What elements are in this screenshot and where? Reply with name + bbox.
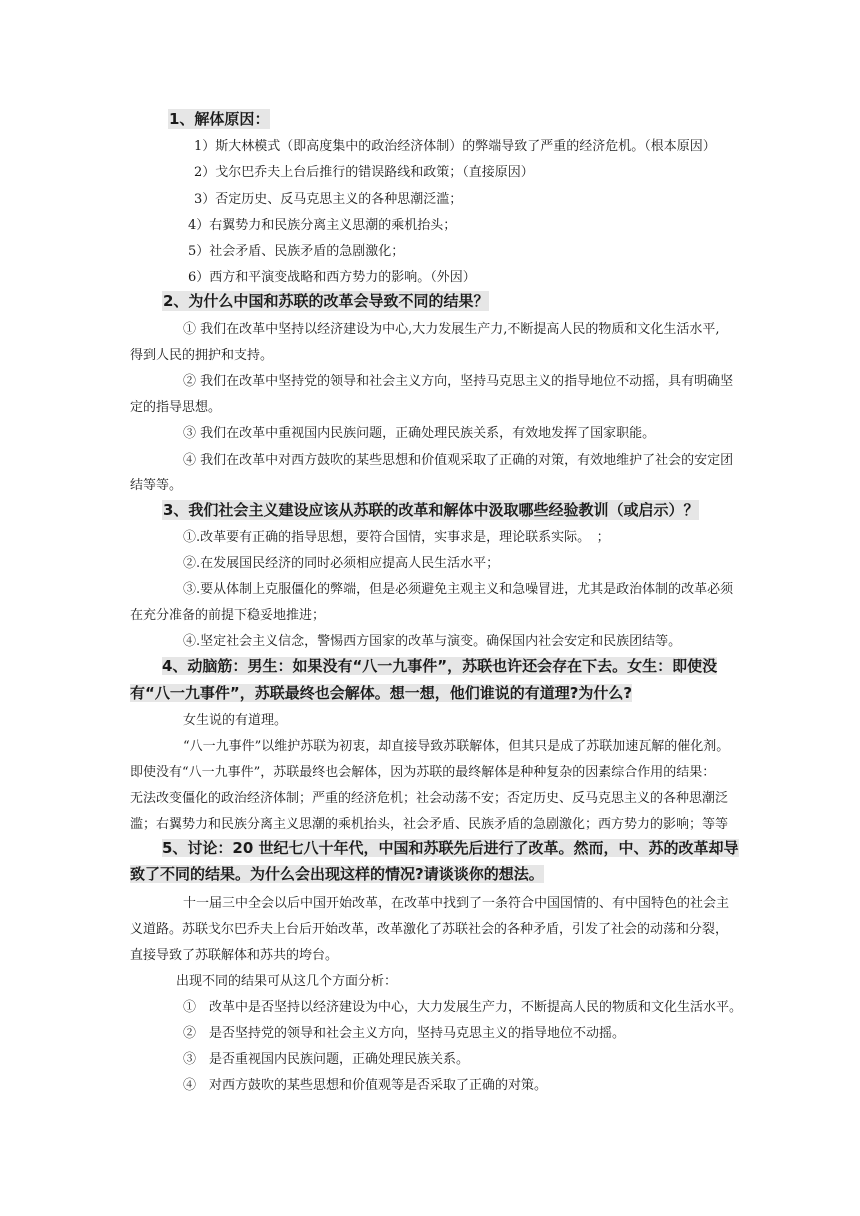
- section-3-paragraph: ④.坚定社会主义信念，警惕西方国家的改革与演变。确保国内社会安定和民族团结等。: [183, 634, 682, 649]
- section-2-paragraph: 结等等。: [130, 478, 183, 493]
- section-1-item: 5）社会矛盾、民族矛盾的急剧激化；: [188, 244, 405, 259]
- section-5-point: ③ 是否重视国内民族问题，正确处理民族关系。: [183, 1052, 470, 1067]
- section-2-paragraph: 定的指导思想。: [130, 400, 222, 415]
- section-5-point: ① 改革中是否坚持以经济建设为中心，大力发展生产力，不断提高人民的物质和文化生活水平。: [183, 1000, 743, 1015]
- section-2-paragraph: ③ 我们在改革中重视国内民族问题，正确处理民族关系，有效地发挥了国家职能。: [183, 426, 656, 441]
- section-1-item: 1）斯大林模式（即高度集中的政治经济体制）的弊端导致了严重的经济危机。（根本原因）: [194, 139, 716, 154]
- section-4-body: 滥；右翼势力和民族分离主义思潮的乘机抬头，社会矛盾、民族矛盾的急剧激化；西方势力的影响；等等: [130, 817, 729, 832]
- section-2-paragraph: ② 我们在改革中坚持党的领导和社会主义方向，坚持马克思主义的指导地位不动摇，具有明确坚: [183, 374, 734, 389]
- section-5-point: ④ 对西方鼓吹的某些思想和价值观等是否采取了正确的对策。: [183, 1078, 548, 1093]
- section-5-heading: 5、讨论：20 世纪七八十年代，中国和苏联先后进行了改革。然而，中、苏的改革却导: [162, 839, 739, 857]
- section-2-paragraph: ① 我们在改革中坚持以经济建设为中心,大力发展生产力,不断提高人民的物质和文化生活水平,: [183, 322, 720, 337]
- section-4-heading: 有“八一九事件”，苏联最终也会解体。想一想，他们谁说的有道理?为什么?: [130, 684, 633, 702]
- section-1-heading: 1、解体原因：: [169, 110, 270, 128]
- section-5-body: 义道路。苏联戈尔巴乔夫上台后开始改革，改革激化了苏联社会的各种矛盾，引发了社会的动荡和分裂，: [130, 922, 729, 937]
- section-3-paragraph: ①.改革要有正确的指导思想，要符合国情，实事求是，理论联系实际。 ；: [183, 530, 610, 545]
- section-2-paragraph: ④ 我们在改革中对西方鼓吹的某些思想和价值观采取了正确的对策，有效地维护了社会的安定团: [183, 453, 734, 468]
- section-4-heading: 4、动脑筋：男生：如果没有“八一九事件”，苏联也许还会存在下去。女生：即使没: [162, 657, 718, 675]
- section-4-body: “八一九事件”以维护苏联为初衷，却直接导致苏联解体，但其只是成了苏联加速瓦解的催化剂。: [183, 739, 730, 754]
- section-1-item: 4）右翼势力和民族分离主义思潮的乘机抬头；: [188, 218, 457, 233]
- section-5-point: ② 是否坚持党的领导和社会主义方向，坚持马克思主义的指导地位不动摇。: [183, 1026, 626, 1041]
- section-3-paragraph: 在充分准备的前提下稳妥地推进；: [130, 608, 326, 623]
- section-1-item: 2）戈尔巴乔夫上台后推行的错误路线和政策；（直接原因）: [194, 165, 534, 180]
- section-4-body: 无法改变僵化的政治经济体制；严重的经济危机；社会动荡不安；否定历史、反马克思主义的各种思潮泛: [130, 791, 729, 806]
- section-2-heading: 2、为什么中国和苏联的改革会导致不同的结果？: [163, 292, 489, 310]
- section-4-answer: 女生说的有道理。: [183, 713, 288, 728]
- section-3-heading: 3、我们社会主义建设应该从苏联的改革和解体中汲取哪些经验教训（或启示）？: [163, 501, 699, 519]
- section-3-paragraph: ③.要从体制上克服僵化的弊端，但是必须避免主观主义和急噪冒进，尤其是政治体制的改革必须: [183, 582, 734, 597]
- section-5-body: 十一届三中全会以后中国开始改革，在改革中找到了一条符合中国国情的、有中国特色的社会主: [183, 896, 730, 911]
- section-2-paragraph: 得到人民的拥护和支持。: [130, 348, 274, 363]
- section-5-analysis-intro: 出现不同的结果可从这几个方面分析：: [176, 974, 398, 989]
- section-5-heading: 致了不同的结果。为什么会出现这样的情况?请谈谈你的想法。: [130, 865, 544, 883]
- section-4-body: 即使没有“八一九事件”，苏联最终也会解体，因为苏联的最终解体是种种复杂的因素综合作用的结果：: [130, 765, 716, 780]
- section-1-item: 6）西方和平演变战略和西方势力的影响。（外因）: [188, 270, 476, 285]
- section-5-body: 直接导致了苏联解体和苏共的垮台。: [130, 948, 339, 963]
- section-3-paragraph: ②.在发展国民经济的同时必须相应提高人民生活水平；: [183, 556, 500, 571]
- section-1-item: 3）否定历史、反马克思主义的各种思潮泛滥；: [194, 192, 463, 207]
